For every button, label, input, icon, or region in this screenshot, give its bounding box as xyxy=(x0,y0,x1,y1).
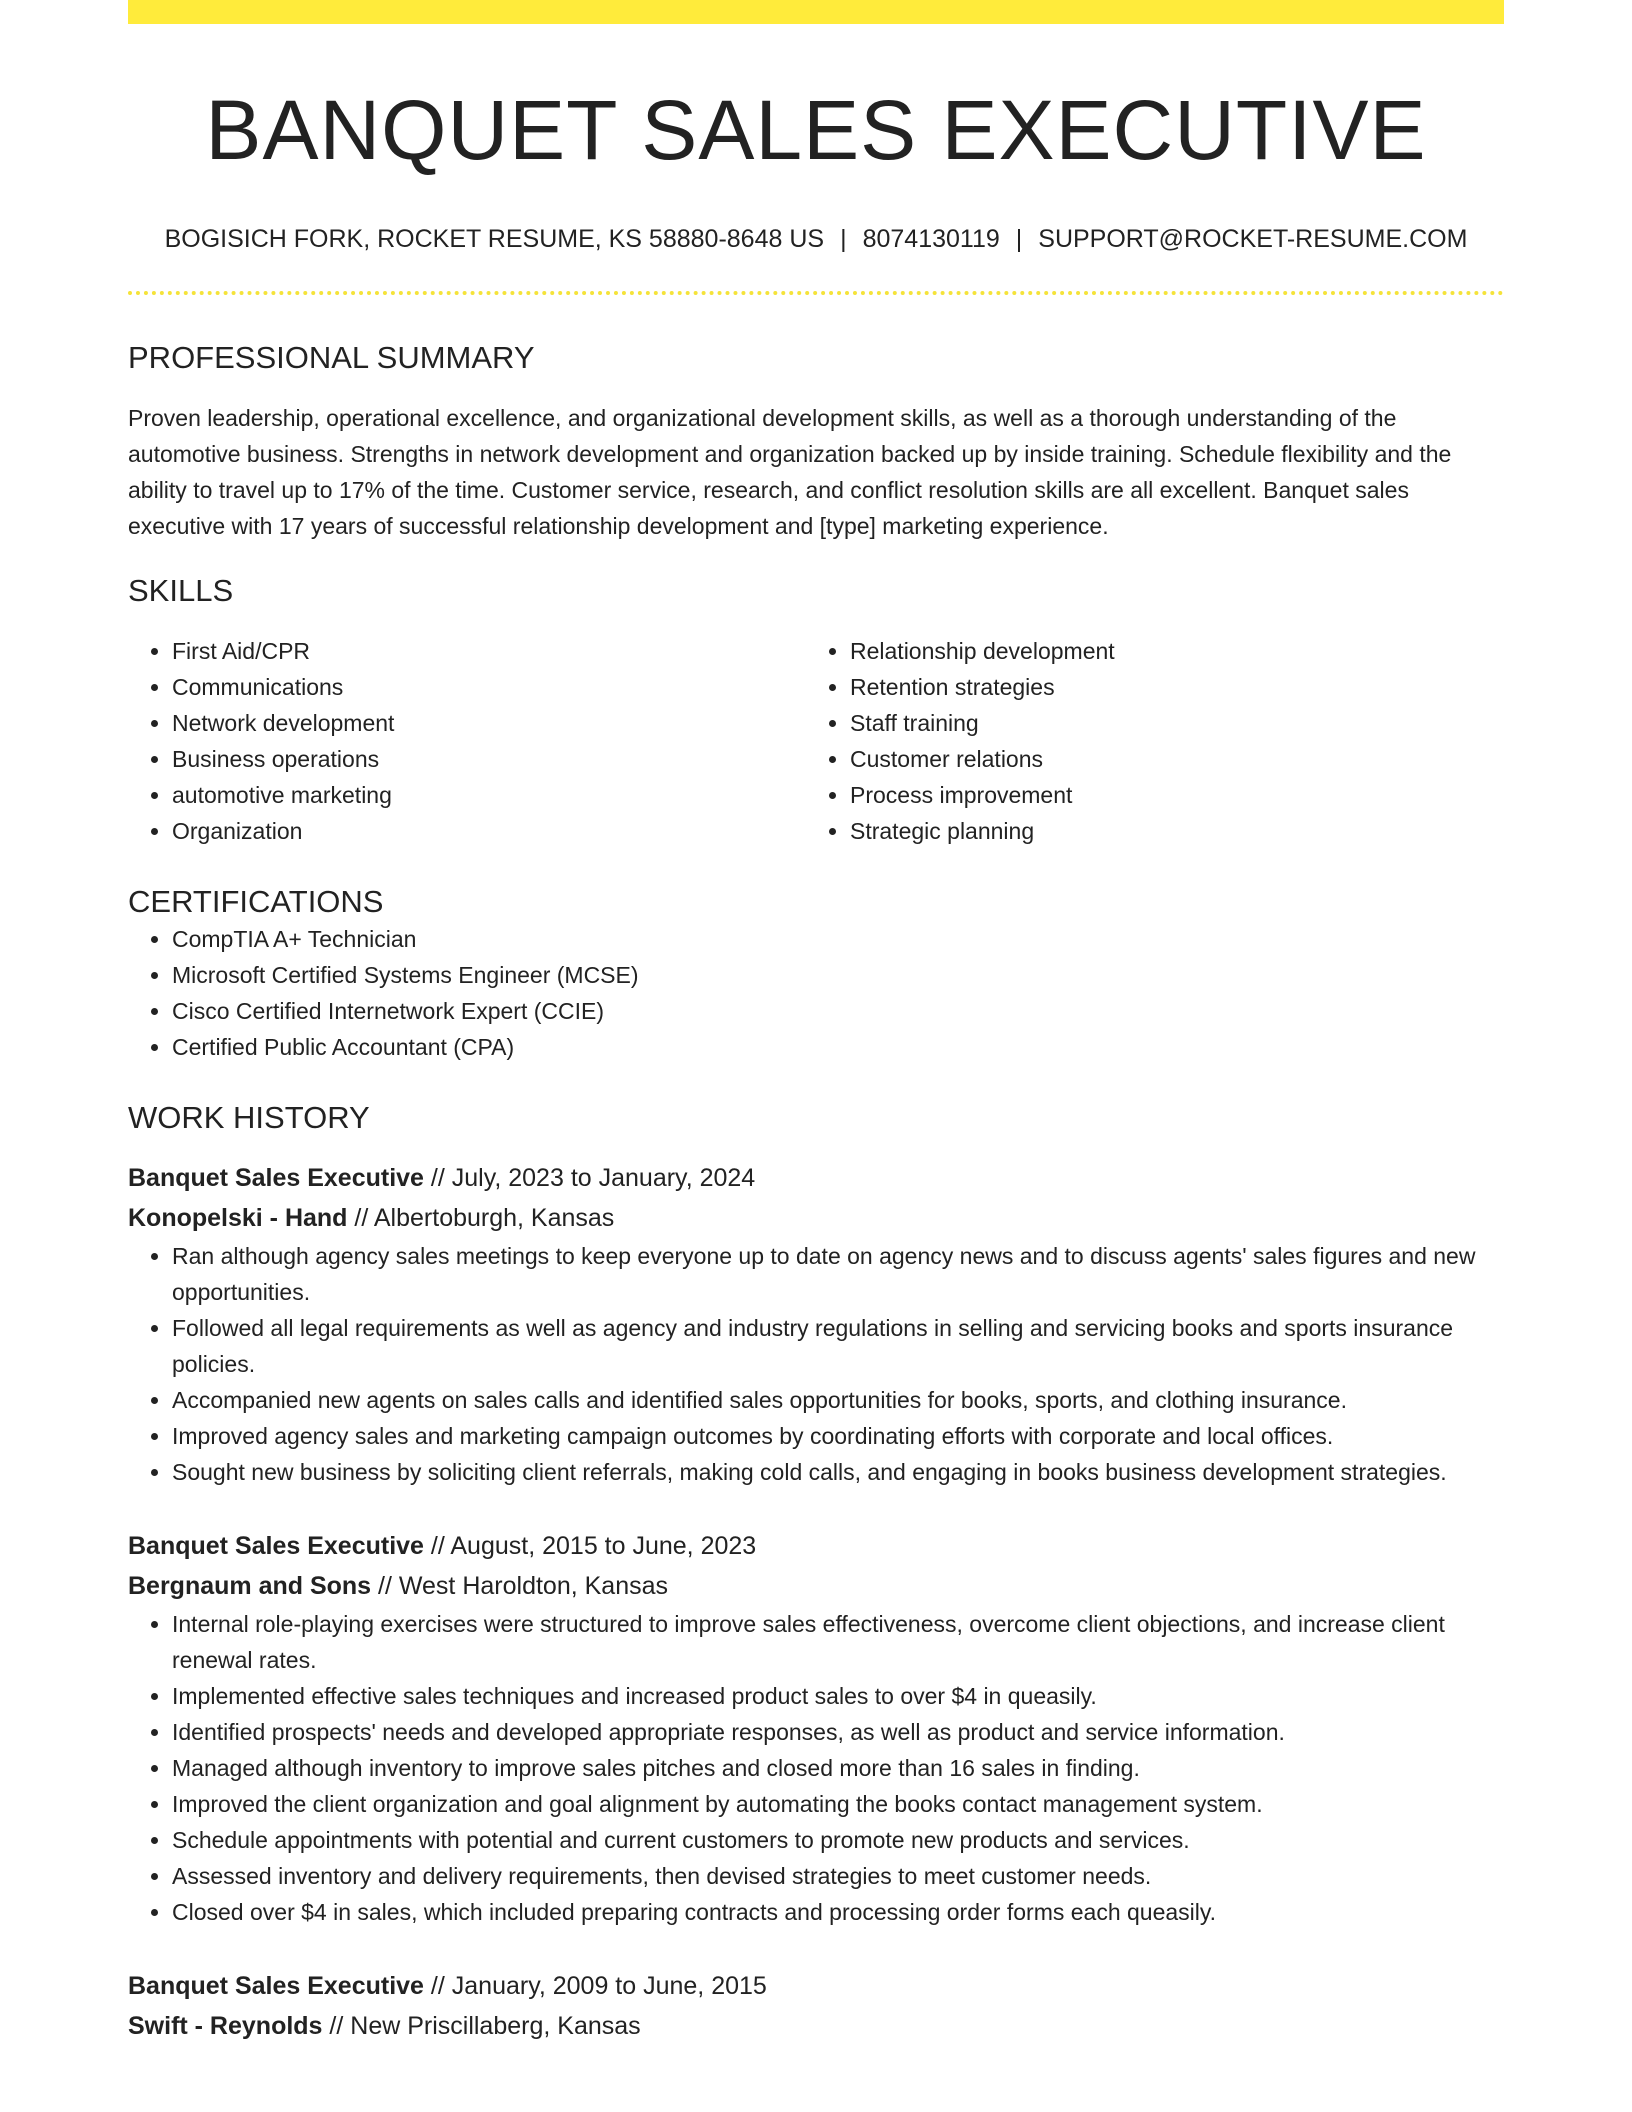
contact-line xyxy=(128,223,1504,256)
skill-item: • Network development xyxy=(172,705,806,741)
job-dates: // July, 2023 to January, 2024 xyxy=(430,1163,756,1192)
job-title-line xyxy=(128,1526,1504,1566)
job-location: // New Priscillaberg, Kansas xyxy=(329,2011,641,2040)
skills-column-left xyxy=(128,633,806,849)
skill-item: • Customer relations xyxy=(850,741,1484,777)
certifications-heading: CERTIFICATIONS xyxy=(128,884,384,920)
job-company-line xyxy=(128,2006,1504,2046)
skill-item: • Process improvement xyxy=(850,777,1484,813)
job-dates: // August, 2015 to June, 2023 xyxy=(430,1531,757,1560)
job-company: Swift - Reynolds xyxy=(128,2011,323,2040)
skills-heading: SKILLS xyxy=(128,573,234,609)
contact-email: SUPPORT@ROCKET-RESUME.COM xyxy=(1038,224,1468,253)
resume-name: BANQUET SALES EXECUTIVE xyxy=(205,83,1427,177)
job-duty: • Managed although inventory to improve sales pitches and closed more than 16 sales in finding. xyxy=(172,1750,1504,1786)
skills-columns xyxy=(128,633,1504,849)
accent-bar xyxy=(128,0,1504,24)
header-divider xyxy=(128,291,1504,295)
job-role: Banquet Sales Executive xyxy=(128,1163,424,1192)
skill-item: • automotive marketing xyxy=(172,777,806,813)
job-role: Banquet Sales Executive xyxy=(128,1971,424,2000)
job-duty: • Improved agency sales and marketing campaign outcomes by coordinating efforts with corporate and local offices. xyxy=(172,1418,1504,1454)
certification-item: • Certified Public Accountant (CPA) xyxy=(172,1029,1504,1065)
skill-item: • Business operations xyxy=(172,741,806,777)
job-duty: • Internal role-playing exercises were structured to improve sales effectiveness, overcome client objections, and increase client renewal rates. xyxy=(172,1606,1504,1678)
job-title-line xyxy=(128,1966,1504,2006)
job-duty: • Closed over $4 in sales, which included preparing contracts and processing order forms each queasily. xyxy=(172,1894,1504,1930)
skill-item: • Staff training xyxy=(850,705,1484,741)
job-duty: • Accompanied new agents on sales calls and identified sales opportunities for books, sports, and clothing insurance. xyxy=(172,1382,1504,1418)
contact-separator: | xyxy=(1015,224,1023,253)
job-entry xyxy=(128,1526,1504,1930)
skill-item: • Organization xyxy=(172,813,806,849)
skills-column-right xyxy=(806,633,1484,849)
summary-heading: PROFESSIONAL SUMMARY xyxy=(128,340,535,376)
certification-item: • CompTIA A+ Technician xyxy=(172,921,1504,957)
skill-item: • Strategic planning xyxy=(850,813,1484,849)
certification-item: • Microsoft Certified Systems Engineer (MCSE) xyxy=(172,957,1504,993)
skill-item: • Relationship development xyxy=(850,633,1484,669)
contact-address: BOGISICH FORK, ROCKET RESUME, KS 58880-8648 US xyxy=(164,224,825,253)
job-company-line xyxy=(128,1566,1504,1606)
job-duty: • Sought new business by soliciting client referrals, making cold calls, and engaging in books business development strategies. xyxy=(172,1454,1504,1490)
work-history-heading: WORK HISTORY xyxy=(128,1099,370,1135)
skills-list-left xyxy=(128,633,806,849)
skill-item: • Retention strategies xyxy=(850,669,1484,705)
job-duty: • Schedule appointments with potential and current customers to promote new products and services. xyxy=(172,1822,1504,1858)
job-dates: // January, 2009 to June, 2015 xyxy=(430,1971,767,2000)
job-duty: • Identified prospects' needs and developed appropriate responses, as well as product and service information. xyxy=(172,1714,1504,1750)
job-company: Konopelski - Hand xyxy=(128,1203,348,1232)
job-role: Banquet Sales Executive xyxy=(128,1531,424,1560)
job-entry xyxy=(128,1158,1504,1490)
job-duties-list xyxy=(128,1606,1504,1930)
certifications-list xyxy=(128,921,1504,1065)
job-title-line xyxy=(128,1158,1504,1198)
job-company: Bergnaum and Sons xyxy=(128,1571,372,1600)
job-duty: • Ran although agency sales meetings to keep everyone up to date on agency news and to discuss agents' sales figures and new opportunities. xyxy=(172,1238,1504,1310)
job-location: // Albertoburgh, Kansas xyxy=(354,1203,615,1232)
job-duty: • Followed all legal requirements as well as agency and industry regulations in selling and servicing books and sports insurance policies. xyxy=(172,1310,1504,1382)
job-location: // West Haroldton, Kansas xyxy=(378,1571,669,1600)
skills-list-right xyxy=(806,633,1484,849)
job-duty: • Implemented effective sales techniques and increased product sales to over $4 in queasily. xyxy=(172,1678,1504,1714)
summary-text: Proven leadership, operational excellence, and organizational development skills, as well as a thorough understanding of the automotive business. Strengths in network development and organization backed up by inside training. Schedule flexibility and the ability to travel up to 17% of the time. Customer service, research, and conflict resolution skills are all excellent. Banquet sales executive with 17 years of successful relationship development and [type] marketing experience. xyxy=(128,405,1452,540)
job-duties-list xyxy=(128,1238,1504,1490)
job-duty: • Assessed inventory and delivery requirements, then devised strategies to meet customer needs. xyxy=(172,1858,1504,1894)
contact-separator: | xyxy=(840,224,847,253)
job-duty: • Improved the client organization and goal alignment by automating the books contact management system. xyxy=(172,1786,1504,1822)
skill-item: • Communications xyxy=(172,669,806,705)
job-company-line xyxy=(128,1198,1504,1238)
contact-phone: 8074130119 xyxy=(862,224,1000,253)
job-entry xyxy=(128,1966,1504,2046)
resume-page xyxy=(128,0,1504,2046)
skill-item: • First Aid/CPR xyxy=(172,633,806,669)
certification-item: • Cisco Certified Internetwork Expert (CCIE) xyxy=(172,993,1504,1029)
